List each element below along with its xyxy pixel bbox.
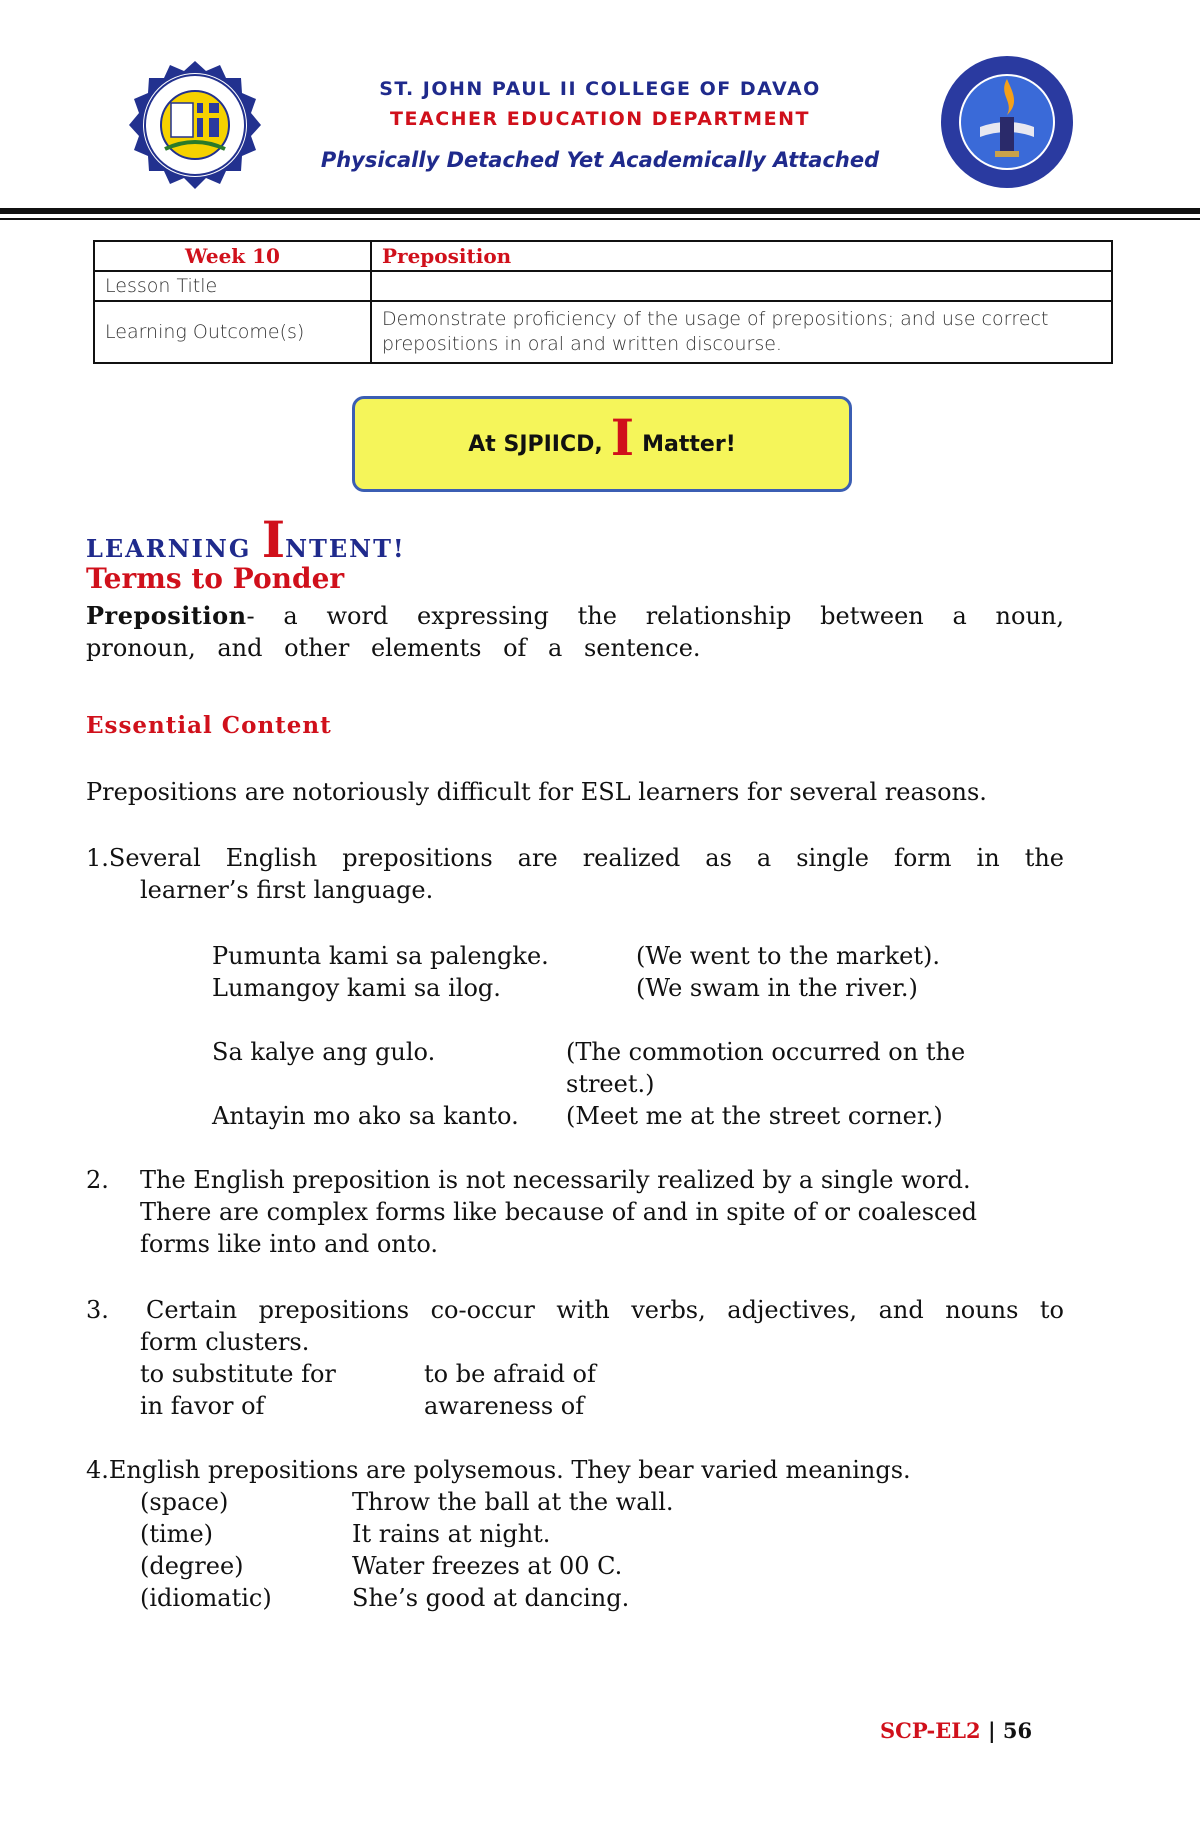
example-filipino: Antayin mo ako sa kanto. <box>212 1102 519 1130</box>
teacher-education-seal-logo <box>940 55 1075 190</box>
outcome-label: Learning Outcome(s) <box>94 301 371 363</box>
cluster-item: awareness of <box>424 1392 585 1420</box>
definition <box>86 600 1064 664</box>
point1-line2: learner’s first language. <box>140 876 434 904</box>
point2-line: forms like into and onto. <box>140 1230 439 1258</box>
example-english: (We swam in the river.) <box>636 974 918 1002</box>
header-rule-thin <box>0 218 1200 220</box>
point2-number: 2. <box>86 1166 109 1194</box>
point4-line1: 4.English prepositions are polysemous. They bear varied meanings. <box>86 1456 911 1484</box>
example-english: (We went to the market). <box>636 942 940 970</box>
course-code: SCP-EL2 <box>880 1718 981 1743</box>
lesson-title-value <box>371 271 1112 301</box>
essential-content-heading: Essential Content <box>86 712 332 739</box>
meaning-type: (time) <box>140 1520 214 1548</box>
point3-number: 3. <box>86 1296 109 1324</box>
page-header <box>0 0 1200 220</box>
example-filipino: Lumangoy kami sa ilog. <box>212 974 501 1002</box>
learning-intent-heading <box>86 510 406 569</box>
topic-cell: Preposition <box>371 241 1112 271</box>
banner-suffix: Matter! <box>642 431 736 457</box>
table-row <box>94 241 1112 271</box>
example-english: (The commotion occurred on the <box>566 1038 966 1066</box>
cluster-item: to be afraid of <box>424 1360 596 1388</box>
example-english-cont: street.) <box>566 1070 655 1098</box>
intent-part2: NTENT! <box>285 534 406 563</box>
intro-text: Prepositions are notoriously difficult for ESL learners for several reasons. <box>86 778 987 806</box>
point2-line: The English preposition is not necessarily realized by a single word. <box>140 1166 971 1194</box>
week-cell: Week 10 <box>94 241 371 271</box>
meaning-example: She’s good at dancing. <box>352 1584 630 1612</box>
banner-prefix: At SJPIICD, <box>468 431 603 457</box>
terms-heading: Terms to Ponder <box>86 562 345 595</box>
point3-line1: Certain prepositions co-occur with verbs, adjectives, and nouns to <box>146 1296 1064 1324</box>
definition-term: Preposition <box>86 601 247 630</box>
meaning-example: It rains at night. <box>352 1520 551 1548</box>
cluster-item: to substitute for <box>140 1360 336 1388</box>
department-name: TEACHER EDUCATION DEPARTMENT <box>390 108 810 130</box>
example-filipino: Pumunta kami sa palengke. <box>212 942 549 970</box>
page-footer <box>880 1718 1032 1743</box>
definition-text: - a word expressing the relationship between a noun, pronoun, and other elements of a sentence. <box>86 602 1064 662</box>
meaning-example: Water freezes at 00 C. <box>352 1552 623 1580</box>
school-name: ST. JOHN PAUL II COLLEGE OF DAVAO <box>379 78 821 100</box>
cluster-item: in favor of <box>140 1392 265 1420</box>
header-rule <box>0 208 1200 214</box>
example-filipino: Sa kalye ang gulo. <box>212 1038 436 1066</box>
intent-part1: LEARNING <box>86 534 262 563</box>
motto-banner <box>352 396 852 492</box>
meaning-type: (degree) <box>140 1552 244 1580</box>
lesson-title-label: Lesson Title <box>94 271 371 301</box>
motto: Physically Detached Yet Academically Attached <box>320 148 880 172</box>
point3-line2: form clusters. <box>140 1328 310 1356</box>
banner-big-letter: I <box>610 408 635 467</box>
meaning-example: Throw the ball at the wall. <box>352 1488 674 1516</box>
point1-line1: 1.Several English prepositions are realized as a single form in the <box>86 844 1064 872</box>
lesson-info-table <box>93 240 1113 364</box>
page-number: 56 <box>1002 1718 1033 1743</box>
meaning-type: (idiomatic) <box>140 1584 272 1612</box>
meaning-type: (space) <box>140 1488 229 1516</box>
table-row <box>94 271 1112 301</box>
outcome-value: Demonstrate proficiency of the usage of prepositions; and use correct prepositions in oral and written discourse. <box>371 301 1112 363</box>
point2-line: There are complex forms like because of and in spite of or coalesced <box>140 1198 978 1226</box>
college-seal-logo <box>125 55 265 195</box>
example-english: (Meet me at the street corner.) <box>566 1102 943 1130</box>
footer-separator: | <box>987 1718 996 1743</box>
table-row <box>94 301 1112 363</box>
intent-cap: I <box>261 510 286 569</box>
